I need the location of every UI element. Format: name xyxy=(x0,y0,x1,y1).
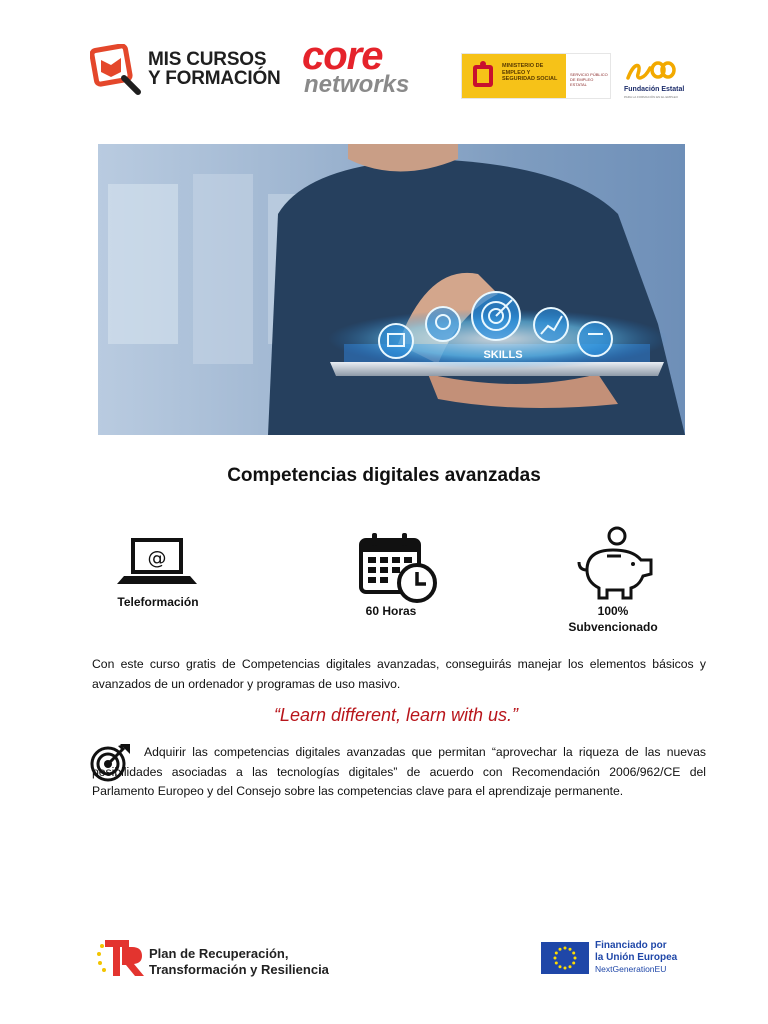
feature-subvencionado-line2: Subvencionado xyxy=(568,620,658,634)
ministry-logo xyxy=(461,53,611,99)
prtr-line2: Transformación y Resiliencia xyxy=(149,962,329,977)
feature-teleformacion-label: Teleformación xyxy=(117,595,199,609)
core-networks-logo xyxy=(300,34,426,100)
hero-skills-label: SKILLS xyxy=(483,349,523,361)
fundacion-mark-icon xyxy=(624,56,676,86)
course-description: Con este curso gratis de Competencias digitales avanzadas, conseguirás manejar los elementos básicos y avanzados de un ordenador y programas de uso masivo. xyxy=(92,657,706,691)
eu-line1: Financiado por xyxy=(595,940,667,951)
eu-line2: la Unión Europea xyxy=(595,952,678,963)
foundation-subtitle: PARA LA FORMACIÓN EN EL EMPLEO xyxy=(624,95,679,99)
hero-illustration xyxy=(98,144,685,435)
eu-funding-logo xyxy=(541,940,691,976)
foundation-name: Fundación Estatal xyxy=(624,86,685,93)
ministry-name: MINISTERIO DE EMPLEO Y SEGURIDAD SOCIAL xyxy=(502,63,558,82)
svg-text:@: @ xyxy=(147,547,167,569)
feature-horas-label: 60 Horas xyxy=(365,604,417,618)
objective-text: Adquirir las competencias digitales avanzadas que permitan “aprovechar la riqueza de las nuevas posibilidades asociadas a las tecnologías digitales” de acuerdo con Recomendación 2006/962/CE del Parlamento Europeo y del Consejo sobre las competencias clave para el aprendizaje permanente. xyxy=(92,745,706,798)
piggy-bank-icon xyxy=(577,526,657,602)
coat-of-arms-icon xyxy=(470,60,496,92)
fundacion-estatal-logo xyxy=(620,56,686,100)
mis-cursos-logo xyxy=(90,42,290,100)
calendar-clock-icon xyxy=(358,532,440,604)
feature-subvencionado-line1: 100% xyxy=(597,604,629,618)
hero-image xyxy=(98,144,685,435)
prtr-mark-icon xyxy=(96,936,146,980)
logo-mcf-line1: MIS CURSOS xyxy=(148,49,267,70)
magnifier-book-icon xyxy=(90,44,142,96)
feature-subvencionado-label xyxy=(548,603,678,635)
slogan-quote: “Learn different, learn with us.” xyxy=(273,705,519,725)
plan-recuperacion-logo xyxy=(96,936,356,980)
laptop-at-icon xyxy=(116,536,198,586)
prtr-line1: Plan de Recuperación, xyxy=(149,946,289,961)
logo-mcf-line2: Y FORMACIÓN xyxy=(148,68,281,89)
logo-core-text: core xyxy=(302,34,383,78)
eu-line3: NextGenerationEU xyxy=(595,964,667,974)
course-objective xyxy=(92,743,706,802)
course-title: Competencias digitales avanzadas xyxy=(227,465,541,486)
logo-networks-text: networks xyxy=(304,71,410,98)
eu-flag-icon xyxy=(541,942,589,974)
ministry-service: SERVICIO PÚBLICO DE EMPLEO ESTATAL xyxy=(570,72,608,87)
